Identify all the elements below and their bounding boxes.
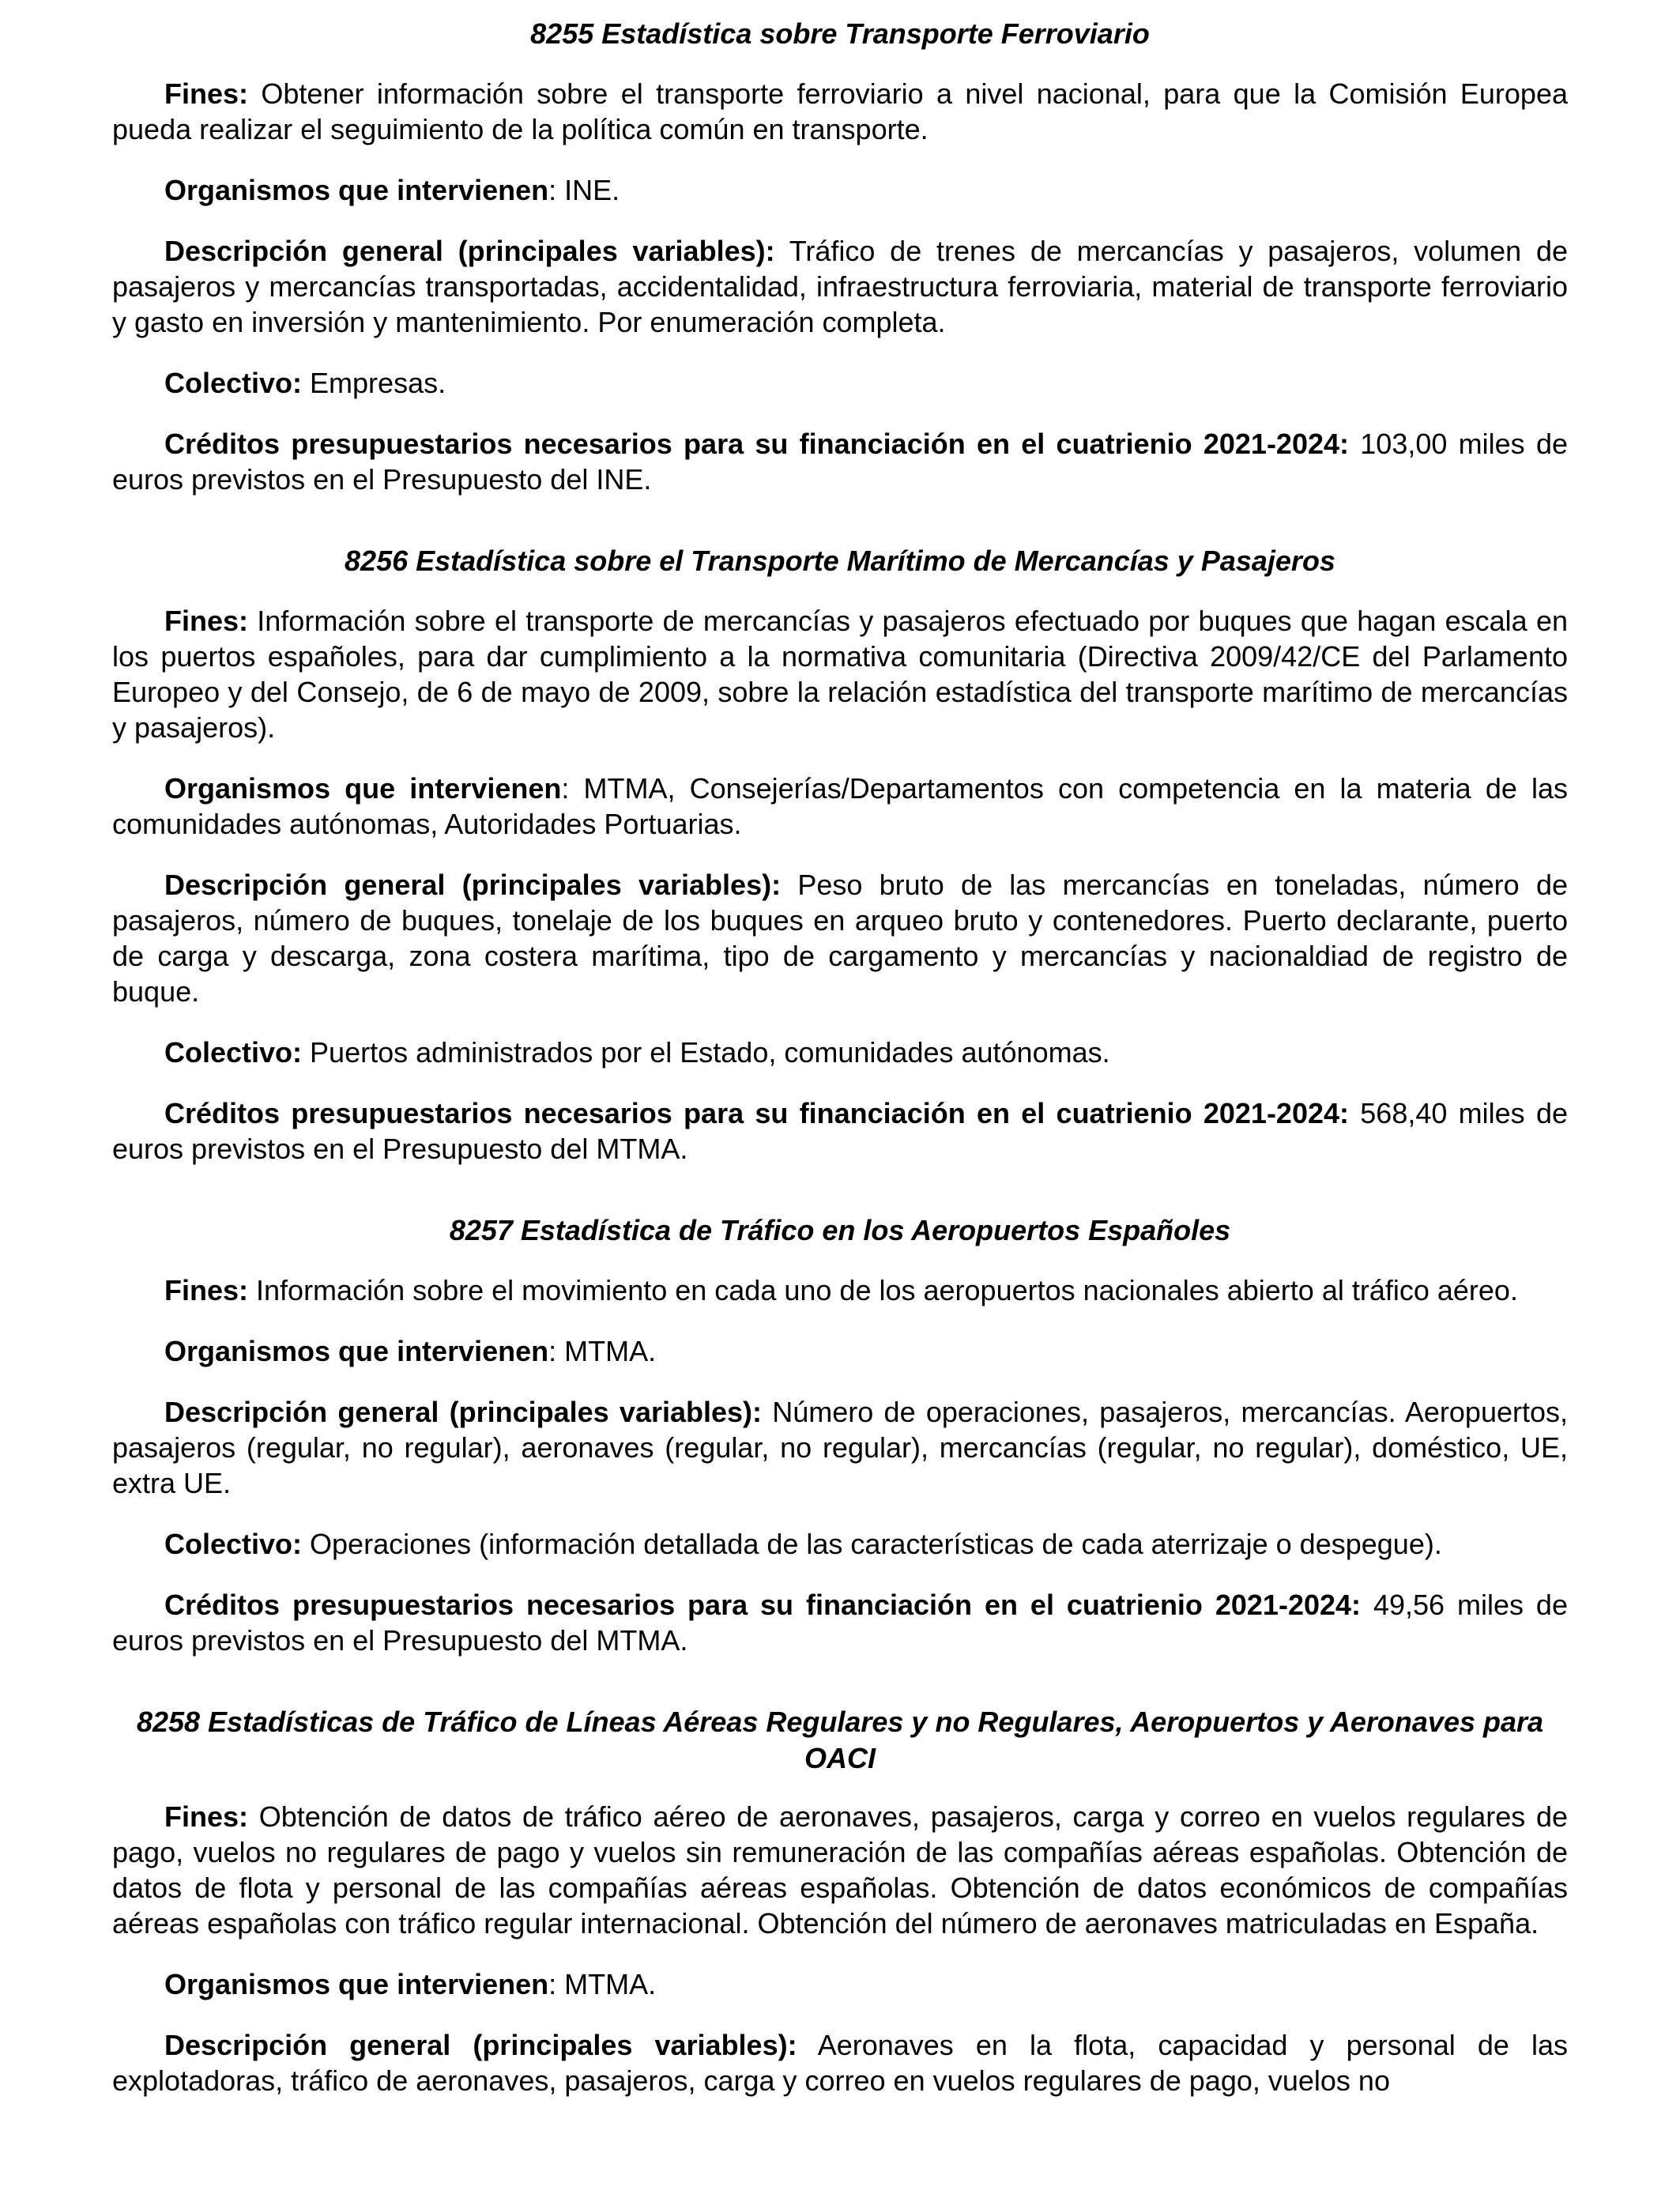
organismos-text: : MTMA.	[548, 1968, 657, 2000]
descripcion-text: Aeronaves en la flota, capacidad y personal de las explotadoras, tráfico de aeronaves, pasajeros, carga y correo en vuelos regulares de pago, vuelos no	[112, 2029, 1568, 2097]
fines-text: Obtener información sobre el transporte ferroviario a nivel nacional, para que la Comisión Europea pueda realizar el seguimiento de la política común en transporte.	[112, 77, 1568, 145]
descripcion-label: Descripción general (principales variables):	[164, 1396, 763, 1428]
colectivo-paragraph	[112, 365, 1568, 401]
creditos-label: Créditos presupuestarios necesarios para su financiación en el cuatrienio 2021-2024:	[164, 1589, 1362, 1621]
descripcion-text: Tráfico de trenes de mercancías y pasajeros, volumen de pasajeros y mercancías transportadas, accidentalidad, infraestructura ferroviaria, material de transporte ferroviario y gasto en inversión y mantenimiento. Por enumeración completa.	[112, 235, 1568, 338]
organismos-paragraph	[112, 1966, 1568, 2002]
descripcion-text: Peso bruto de las mercancías en toneladas, número de pasajeros, número de buques, tonelaje de los buques en arqueo bruto y contenedores. Puerto declarante, puerto de carga y descarga, zona costera marítima, tipo de cargamento y mercancías y nacionaldiad de registro de buque.	[112, 869, 1568, 1008]
descripcion-paragraph	[112, 1394, 1568, 1501]
fines-paragraph	[112, 1272, 1568, 1308]
fines-text: Información sobre el movimiento en cada uno de los aeropuertos nacionales abierto al tráfico aéreo.	[248, 1274, 1518, 1306]
creditos-paragraph	[112, 1095, 1568, 1167]
descripcion-label: Descripción general (principales variables):	[164, 869, 782, 901]
colectivo-label: Colectivo:	[164, 1528, 303, 1560]
fines-paragraph	[112, 76, 1568, 147]
colectivo-paragraph	[112, 1035, 1568, 1070]
creditos-label: Créditos presupuestarios necesarios para su financiación en el cuatrienio 2021-2024:	[164, 428, 1350, 460]
descripcion-label: Descripción general (principales variables):	[164, 2029, 797, 2061]
section-title: 8256 Estadística sobre el Transporte Marítimo de Mercancías y Pasajeros	[345, 545, 1335, 577]
creditos-text: 568,40 miles de euros previstos en el Presupuesto del MTMA.	[112, 1097, 1568, 1165]
organismos-paragraph	[112, 172, 1568, 208]
organismos-paragraph	[112, 1333, 1568, 1369]
colectivo-text: Operaciones (información detallada de las características de cada aterrizaje o despegue).	[302, 1528, 1442, 1560]
descripcion-paragraph	[112, 233, 1568, 340]
fines-label: Fines:	[164, 77, 249, 110]
creditos-text: 103,00 miles de euros previstos en el Presupuesto del INE.	[112, 428, 1568, 496]
fines-label: Fines:	[164, 605, 249, 637]
organismos-text: : MTMA, Consejerías/Departamentos con competencia en la materia de las comunidades autónomas, Autoridades Portuarias.	[112, 772, 1568, 840]
colectivo-label: Colectivo:	[164, 1036, 303, 1069]
document-page	[112, 16, 1568, 2144]
colectivo-paragraph	[112, 1526, 1568, 1562]
section-title: 8257 Estadística de Tráfico en los Aeropuertos Españoles	[449, 1214, 1231, 1246]
organismos-label: Organismos que intervienen	[164, 772, 562, 805]
fines-paragraph	[112, 1799, 1568, 1941]
colectivo-text: Puertos administrados por el Estado, comunidades autónomas.	[302, 1036, 1110, 1069]
organismos-paragraph	[112, 771, 1568, 842]
fines-text: Obtención de datos de tráfico aéreo de aeronaves, pasajeros, carga y correo en vuelos regulares de pago, vuelos no regulares de pago y vuelos sin remuneración de las compañías aéreas españolas. Obtención de datos de flota y personal de las compañías aéreas españolas. Obtención de datos económicos de compañías aéreas españolas con tráfico regular internacional. Obtención del número de aeronaves matriculadas en España.	[112, 1800, 1568, 1940]
fines-paragraph	[112, 603, 1568, 745]
section-8258	[112, 1704, 1568, 2098]
section-title: 8258 Estadísticas de Tráfico de Líneas Aéreas Regulares y no Regulares, Aeropuertos y Aeronaves para OACI	[136, 1706, 1544, 1774]
organismos-text: : INE.	[548, 174, 620, 206]
section-title: 8255 Estadística sobre Transporte Ferroviario	[530, 17, 1150, 50]
section-8256	[112, 543, 1568, 1167]
creditos-text: 49,56 miles de euros previstos en el Presupuesto del MTMA.	[112, 1589, 1568, 1657]
descripcion-paragraph	[112, 2027, 1568, 2098]
fines-label: Fines:	[164, 1274, 249, 1306]
descripcion-text: Número de operaciones, pasajeros, mercancías. Aeropuertos, pasajeros (regular, no regular), aeronaves (regular, no regular), mercancías (regular, no regular), doméstico, UE, extra UE.	[112, 1396, 1569, 1499]
section-8255	[112, 16, 1568, 497]
fines-label: Fines:	[164, 1800, 249, 1833]
descripcion-paragraph	[112, 867, 1568, 1009]
organismos-text: : MTMA.	[548, 1335, 657, 1367]
creditos-paragraph	[112, 426, 1568, 497]
fines-text: Información sobre el transporte de mercancías y pasajeros efectuado por buques que hagan escala en los puertos españoles, para dar cumplimiento a la normativa comunitaria (Directiva 2009/42/CE del Parlamento Europeo y del Consejo, de 6 de mayo de 2009, sobre la relación estadística del transporte marítimo de mercancías y pasajeros).	[112, 605, 1568, 744]
colectivo-text: Empresas.	[302, 367, 446, 399]
creditos-paragraph	[112, 1587, 1568, 1658]
creditos-label: Créditos presupuestarios necesarios para su financiación en el cuatrienio 2021-2024:	[164, 1097, 1350, 1129]
colectivo-label: Colectivo:	[164, 367, 303, 399]
organismos-label: Organismos que intervienen	[164, 174, 549, 206]
section-8257	[112, 1212, 1568, 1658]
organismos-label: Organismos que intervienen	[164, 1968, 549, 2000]
descripcion-label: Descripción general (principales variables):	[164, 235, 775, 267]
organismos-label: Organismos que intervienen	[164, 1335, 549, 1367]
